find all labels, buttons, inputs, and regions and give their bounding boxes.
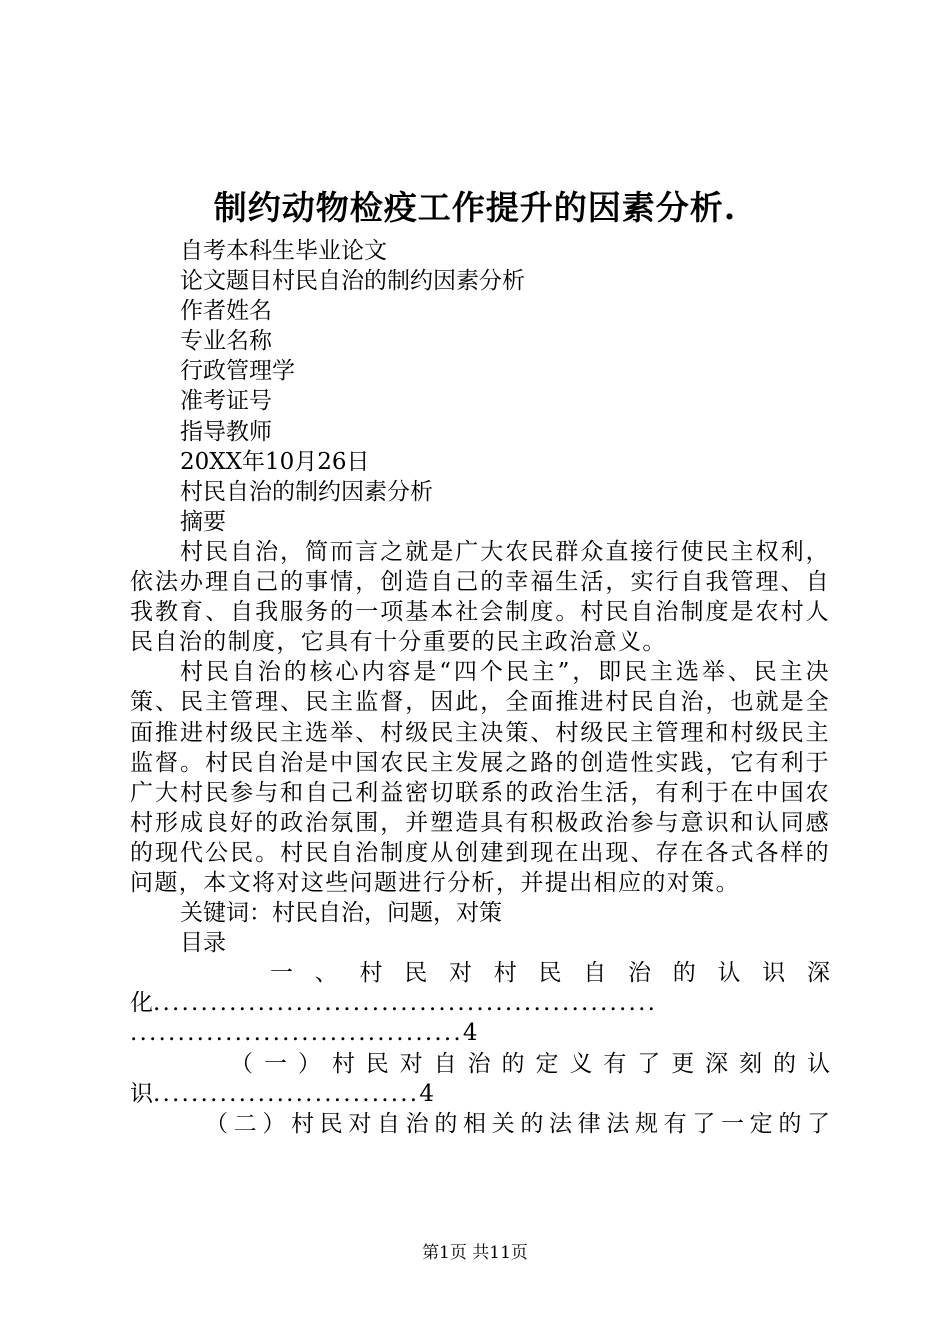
toc-entry-leader: ...................................4 [130, 1020, 478, 1047]
front-line-thesis-title: 论文题目村民自治的制约因素分析 [180, 268, 525, 295]
toc-entry-page: 4 [462, 1020, 478, 1047]
toc-entry-page: 4 [419, 1080, 434, 1107]
toc-entry-title: （二）村民对自治的相关的法律法规有了一定的了 [205, 1110, 830, 1137]
toc-entry-leader: 化..................................................... [130, 990, 658, 1017]
abstract-heading: 摘要 [180, 508, 226, 535]
toc-heading: 目录 [180, 930, 226, 957]
front-line-degree: 自考本科生毕业论文 [180, 238, 387, 264]
abstract-paragraph: 村民自治，简而言之就是广大农民群众直接行使民主权利，依法办理自己的事情，创造自己的幸福生活，实行自我管理、自我教育、自我服务的一项基本社会制度。村民自治制度是农村人民自治的制度，它具有十分重要的民主政治意义。 [130, 538, 830, 656]
front-line-major-label: 专业名称 [180, 328, 272, 355]
page-footer: 第1页 共11页 [422, 1243, 528, 1263]
toc-entry-title: 一 、 村 民 对 村 民 自 治 的 认 识 深 [270, 960, 830, 987]
toc-entry[interactable] [130, 1049, 830, 1109]
front-line-author: 作者姓名 [180, 298, 272, 325]
document-title: 制约动物检疫工作提升的因素分析. [213, 188, 737, 227]
keywords-line: 关键词：村民自治，问题，对策 [180, 900, 502, 927]
abstract-paragraph: 村民自治的核心内容是“四个民主”，即民主选举、民主决策、民主管理、民主监督，因此，全面推进村民自治，也就是全面推进村级民主选举、村级民主决策、村级民主管理和村级民主监督。村民自治是中国农民主发展之路的创造性实践，它有利于广大村民参与和自己利益密切联系的政治生活，有利于在中国农村形成良好的政治氛围，并塑造具有积极政治参与意识和认同感的现代公民。村民自治制度从创建到现在出现、存在各式各样的问题，本文将对这些问题进行分析，并提出相应的对策。 [130, 659, 830, 896]
document-body [130, 236, 830, 1139]
toc-entry-leader: 识............................4 [130, 1080, 434, 1107]
front-line-major: 行政管理学 [180, 358, 295, 385]
front-line-advisor: 指导教师 [180, 418, 272, 445]
toc-entry-title: （ 一 ） 村 民 对 自 治 的 定 义 有 了 更 深 刻 的 认 [230, 1050, 830, 1077]
toc-entry[interactable] [130, 958, 830, 1048]
front-line-subtitle: 村民自治的制约因素分析 [180, 478, 433, 505]
toc-entry[interactable] [130, 1109, 830, 1139]
front-line-date: 20XX年10月26日 [180, 448, 370, 475]
front-line-exam-id: 准考证号 [180, 388, 272, 415]
